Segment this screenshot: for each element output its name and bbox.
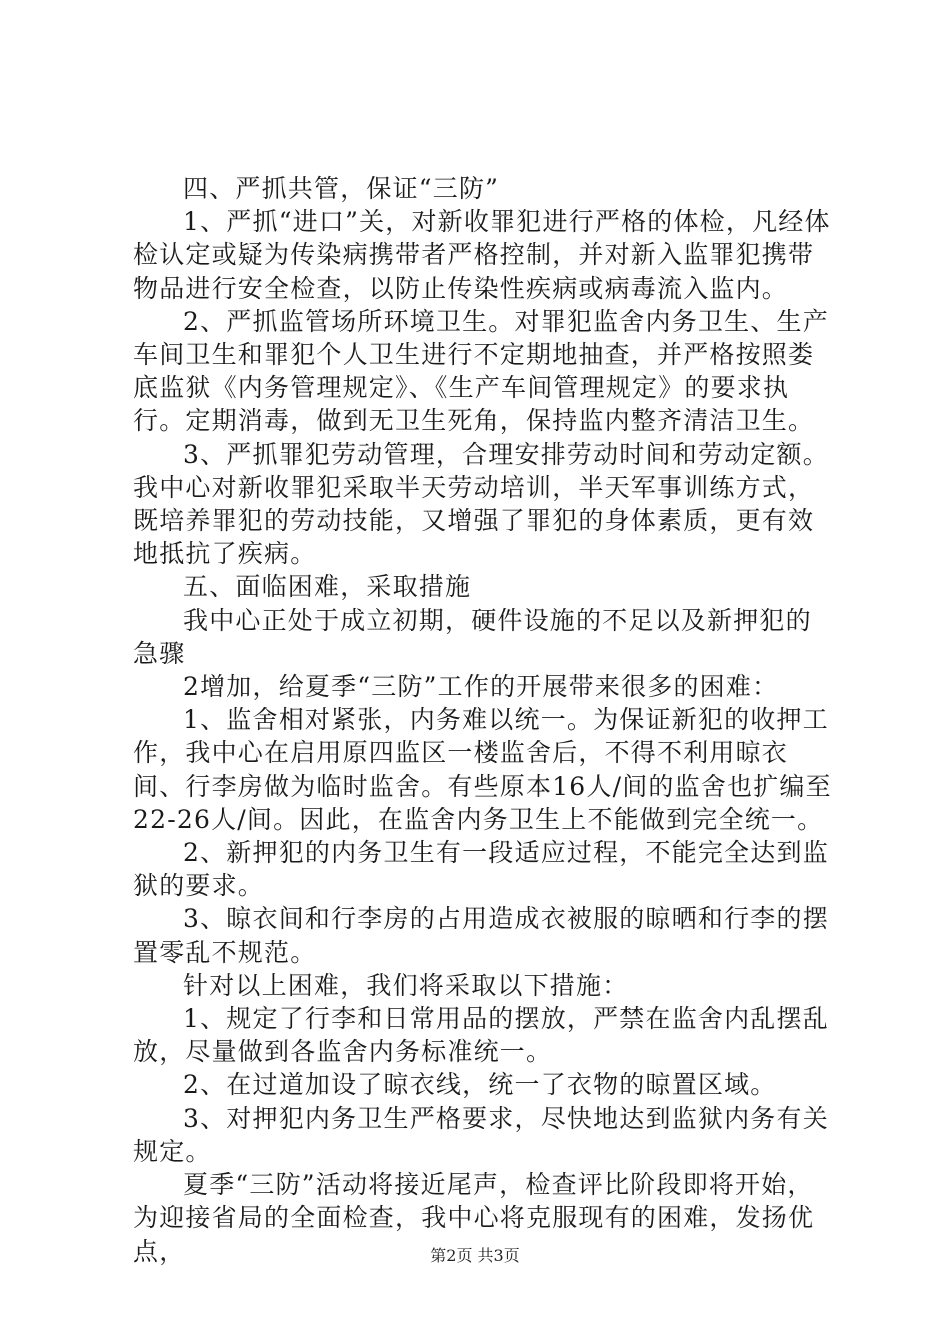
paragraph: 3、严抓罪犯劳动管理，合理安排劳动时间和劳动定额。我中心对新收罪犯采取半天劳动培训，半天军事训练方式，既培养罪犯的劳动技能，又增强了罪犯的身体素质，更有效地抵抗了疾病。 <box>133 439 829 569</box>
paragraph: 2、新押犯的内务卫生有一段适应过程，不能完全达到监狱的要求。 <box>133 838 829 901</box>
paragraph: 我中心正处于成立初期，硬件设施的不足以及新押犯的急骤 <box>133 605 812 668</box>
paragraph: 2、严抓监管场所环境卫生。对罪犯监舍内务卫生、生产车间卫生和罪犯个人卫生进行不定期地抽查，并严格按照娄底监狱《内务管理规定》、《生产车间管理规定》的要求执行。定期消毒，做到无卫生死角，保持监内整齐清洁卫生。 <box>133 306 829 436</box>
document-body <box>133 172 833 1268</box>
paragraph: 1、严抓“进口”关，对新收罪犯进行严格的体检，凡经体检认定或疑为传染病携带者严格控制，并对新入监罪犯携带物品进行安全检查，以防止传染性疾病或病毒流入监内。 <box>133 207 831 303</box>
paragraph: 3、晾衣间和行李房的占用造成衣被服的晾晒和行李的摆置零乱不规范。 <box>133 904 829 967</box>
paragraph: 3、对押犯内务卫生严格要求，尽快地达到监狱内务有关规定。 <box>133 1103 829 1166</box>
paragraph-heading-four: 四、严抓共管，保证“三防” <box>183 174 500 203</box>
paragraph: 2、在过道加设了晾衣线，统一了衣物的晾置区域。 <box>183 1070 777 1100</box>
paragraph: 针对以上困难，我们将采取以下措施： <box>183 970 629 1000</box>
paragraph: 夏季“三防”活动将接近尾声，检查评比阶段即将开始，为迎接省局的全面检查，我中心将克服现有的困难，发扬优点， <box>133 1170 815 1266</box>
paragraph: 1、监舍相对紧张，内务难以统一。为保证新犯的收押工作，我中心在启用原四监区一楼监舍后，不得不利用晾衣间、行李房做为临时监舍。有些原本16人/间的监舍也扩编至22-26人/间。因此，在监舍内务卫生上不能做到完全统一。 <box>133 705 832 834</box>
paragraph-heading-five: 五、面临困难，采取措施 <box>183 572 472 602</box>
page-footer: 第2页 共3页 <box>430 1246 520 1265</box>
paragraph: 2增加，给夏季“三防”工作的开展带来很多的困难： <box>183 672 779 702</box>
paragraph: 1、规定了行李和日常用品的摆放，严禁在监舍内乱摆乱放，尽量做到各监舍内务标准统一。 <box>133 1004 829 1067</box>
